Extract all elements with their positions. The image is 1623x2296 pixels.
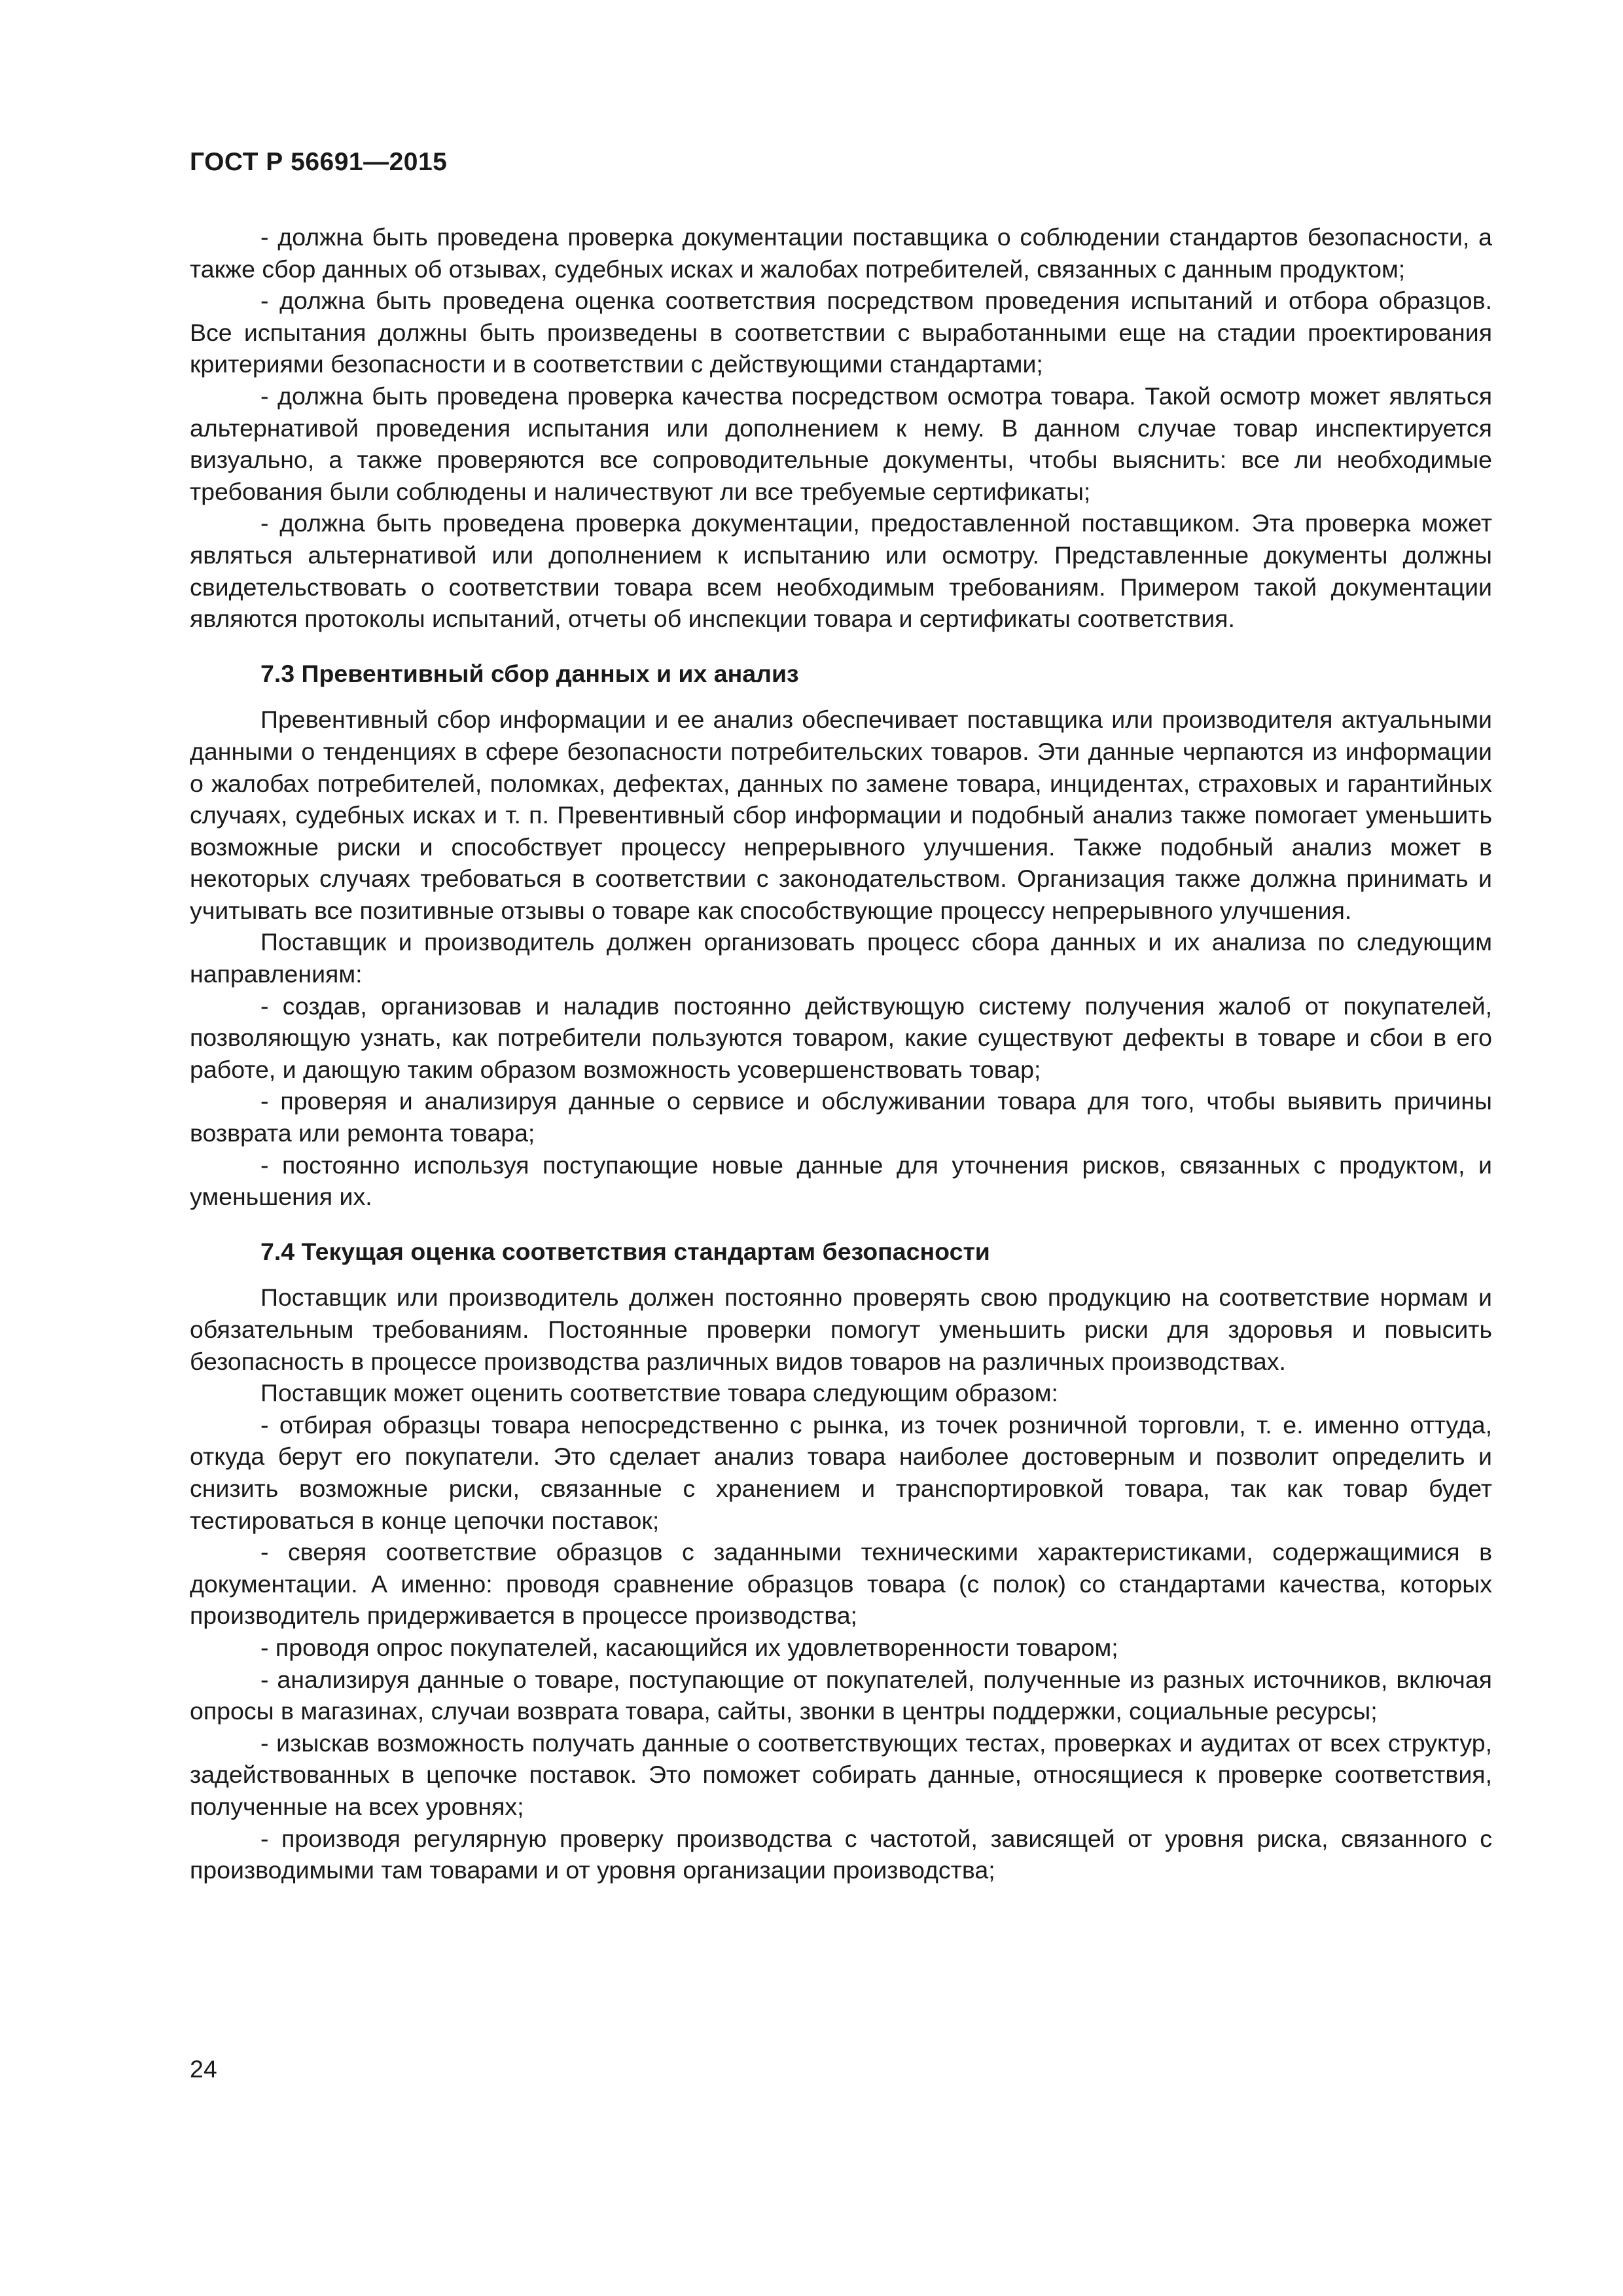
paragraph: Поставщик или производитель должен постоянно проверять свою продукцию на соответствие нормам и обязательным требованиям. Постоянные проверки помогут уменьшить риски для здоровья и повысить безопасность в процессе производства различных видов товаров на различных производствах.: [190, 1283, 1492, 1375]
list-item: - должна быть проведена оценка соответствия посредством проведения испытаний и отбора образцов. Все испытания должны быть произведены в соответствии с выработанными еще на стадии проектирования критериями безопасности и в соответствии с действующими стандартами;: [190, 287, 1492, 378]
section-heading-7-3: 7.3 Превентивный сбор данных и их анализ: [260, 659, 799, 687]
document-body: [190, 221, 1492, 1886]
list-item: - создав, организовав и наладив постоянно действующую систему получения жалоб от покупателей, позволяющую узнать, как потребители пользуются товаром, какие существуют дефекты в товаре и сбои в его работе, и дающую таким образом возможность усовершенствовать товар;: [190, 992, 1492, 1083]
page-number: 24: [190, 2055, 217, 2083]
list-item: - проверяя и анализируя данные о сервисе и обслуживании товара для того, чтобы выявить причины возврата или ремонта товара;: [190, 1087, 1492, 1147]
list-item: - изыскав возможность получать данные о соответствующих тестах, проверках и аудитах от всех структур, задействованных в цепочке поставок. Это поможет собирать данные, относящиеся к проверке соответствия, полученные на всех уровнях;: [190, 1729, 1492, 1820]
list-item: - проводя опрос покупателей, касающийся их удовлетворенности товаром;: [260, 1633, 1118, 1661]
list-item: - должна быть проведена проверка качества посредством осмотра товара. Такой осмотр может являться альтернативой проведения испытания или дополнением к нему. В данном случае товар инспектируется визуально, а также проверяются все сопроводительные документы, чтобы выяснить: все ли необходимые требования были соблюдены и наличествуют ли все требуемые сертификаты;: [190, 382, 1492, 505]
list-item: - постоянно используя поступающие новые данные для уточнения рисков, связанных с продуктом, и уменьшения их.: [190, 1151, 1492, 1211]
list-item: - должна быть проведена проверка документации поставщика о соблюдении стандартов безопасности, а также сбор данных об отзывах, судебных исках и жалобах потребителей, связанных с данным продуктом;: [190, 223, 1492, 283]
paragraph: Поставщик может оценить соответствие товара следующим образом:: [260, 1379, 1058, 1407]
section-heading-7-4: 7.4 Текущая оценка соответствия стандартам безопасности: [260, 1237, 990, 1265]
document-header: ГОСТ Р 56691—2015: [190, 148, 448, 176]
list-item: - должна быть проведена проверка документации, предоставленной поставщиком. Эта проверка может являться альтернативой или дополнением к испытанию или осмотру. Представленные документы должны свидетельствовать о соответствии товара всем необходимым требованиям. Примером такой документации являются протоколы испытаний, отчеты об инспекции товара и сертификаты соответствия.: [190, 509, 1492, 633]
list-item: - сверяя соответствие образцов с заданными техническими характеристиками, содержащимися в документации. А именно: проводя сравнение образцов товара (с полок) со стандартами качества, которых производитель придерживается в процессе производства;: [190, 1538, 1492, 1630]
paragraph: Превентивный сбор информации и ее анализ обеспечивает поставщика или производителя актуальными данными о тенденциях в сфере безопасности потребительских товаров. Эти данные черпаются из информации о жалобах потребителей, поломках, дефектах, данных по замене товара, инцидентах, страховых и гарантийных случаях, судебных исках и т. п. Превентивный сбор информации и подобный анализ также помогает уменьшить возможные риски и способствует процессу непрерывного улучшения. Также подобный анализ может в некоторых случаях требоваться в соответствии с законодательством. Организация также должна принимать и учитывать все позитивные отзывы о товаре как способствующие процессу непрерывного улучшения.: [190, 706, 1492, 924]
list-item: - отбирая образцы товара непосредственно с рынка, из точек розничной торговли, т. е. именно оттуда, откуда берут его покупатели. Это сделает анализ товара наиболее достоверным и позволит определить и снизить возможные риски, связанные с хранением и транспортировкой товара, так как товар будет тестироваться в конце цепочки поставок;: [190, 1410, 1492, 1534]
list-item: - производя регулярную проверку производства с частотой, зависящей от уровня риска, связанного с производимыми там товарами и от уровня организации производства;: [190, 1824, 1492, 1884]
list-item: - анализируя данные о товаре, поступающие от покупателей, полученные из разных источников, включая опросы в магазинах, случаи возврата товара, сайты, звонки в центры поддержки, социальные ресурсы;: [190, 1665, 1492, 1725]
paragraph: Поставщик и производитель должен организовать процесс сбора данных и их анализа по следующим направлениям:: [190, 928, 1492, 988]
